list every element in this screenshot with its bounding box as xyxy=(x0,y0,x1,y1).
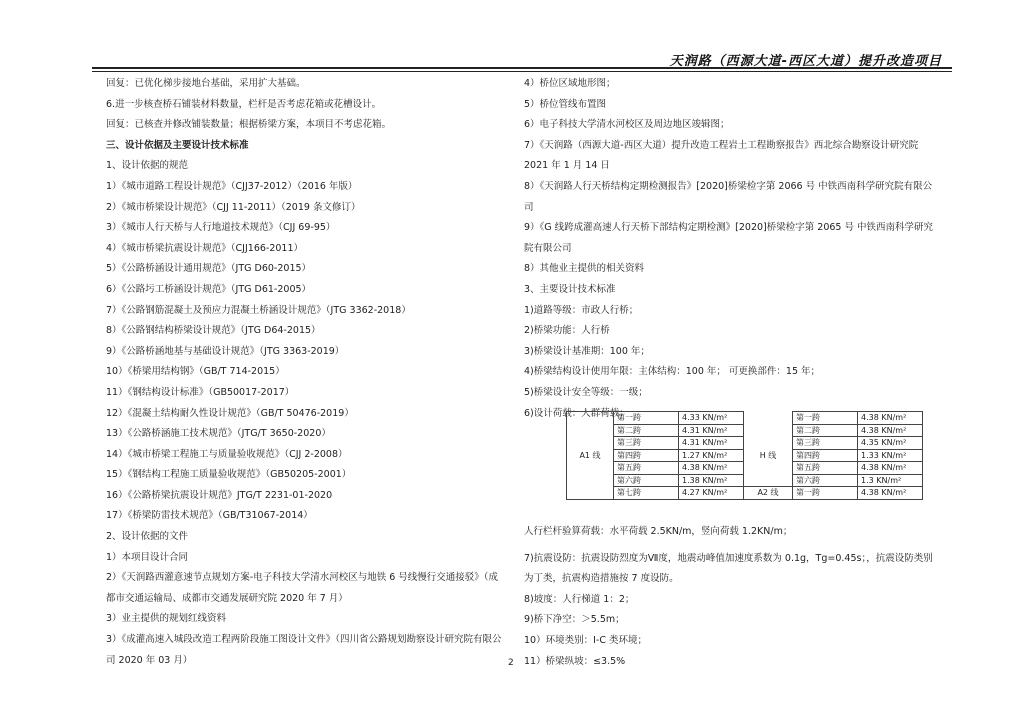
load-value-cell: 4.38 KN/m² xyxy=(858,412,923,425)
a1-line-label: A1 线 xyxy=(567,412,614,500)
spec-item: 4）《城市桥梁抗震设计规范》（CJJ166-2011） xyxy=(106,242,304,254)
standard-item: 1)道路等级：市政人行桥； xyxy=(524,304,639,316)
standard-item: 7)抗震设防：抗震设防烈度为Ⅶ度，地震动峰值加速度系数为 0.1g，Tg=0.45s；，抗震设防类别为丁类，抗震构造措施按 7 度设防。 xyxy=(524,552,933,585)
load-value-cell: 4.31 KN/m² xyxy=(679,424,744,437)
doc-item: 1）本项目设计合同 xyxy=(106,551,189,563)
spec-item: 14）《城市桥梁工程施工与质量验收规范》（CJJ 2-2008） xyxy=(106,448,348,460)
standard-item: 2)桥梁功能：人行桥 xyxy=(524,325,610,337)
line-label-cell xyxy=(744,474,793,487)
load-value-cell: 1.33 KN/m² xyxy=(858,449,923,462)
standard-item: 5)桥梁设计安全等级：一级； xyxy=(524,386,648,398)
table-row xyxy=(567,487,923,500)
a2-line-label: A2 线 xyxy=(744,487,793,500)
span-cell: 第四跨 xyxy=(793,449,858,462)
left-column xyxy=(106,74,506,671)
load-value-cell: 4.38 KN/m² xyxy=(858,462,923,475)
spec-item: 10）《桥梁用结构钢》（GB/T 714-2015） xyxy=(106,366,285,378)
standard-item: 6)设计荷载：人群荷载； xyxy=(524,407,629,419)
table-row xyxy=(567,424,923,437)
spec-item: 1）《城市道路工程设计规范》（CJJ37-2012）（2016 年版） xyxy=(106,180,358,192)
spec-item: 17）《桥梁防雷技术规范》（GB/T31067-2014） xyxy=(106,510,313,522)
spec-item: 13）《公路桥涵施工技术规范》（JTG/T 3650-2020） xyxy=(106,428,331,440)
table-row xyxy=(567,474,923,487)
load-value-cell: 4.31 KN/m² xyxy=(679,437,744,450)
table-row xyxy=(567,449,923,462)
spec-item: 15）《钢结构工程施工质量验收规范》（GB50205-2001） xyxy=(106,469,352,481)
standard-item: 8)坡度：人行梯道 1：2； xyxy=(524,593,635,605)
table-row xyxy=(567,412,923,425)
spec-item: 8）《公路钢结构桥梁设计规范》（JTG D64-2015） xyxy=(106,325,321,337)
subsection-heading: 1、设计依据的规范 xyxy=(106,160,189,172)
header-rule-thin xyxy=(92,71,952,72)
load-value-cell: 4.35 KN/m² xyxy=(858,437,923,450)
spec-item: 9）《公路桥涵地基与基础设计规范》（JTG 3363-2019） xyxy=(106,345,345,357)
right-column xyxy=(524,74,938,672)
load-value-cell: 4.27 KN/m² xyxy=(679,487,744,500)
load-value-cell: 1.38 KN/m² xyxy=(679,474,744,487)
spec-item: 11）《钢结构设计标准》（GB50017-2017） xyxy=(106,386,295,398)
span-cell: 第三跨 xyxy=(793,437,858,450)
line-label-cell xyxy=(744,424,793,437)
table-row xyxy=(567,437,923,450)
doc-item: 3）《成灌高速入城段改造工程两阶段施工图设计文件》（四川省公路规划勘察设计研究院有限公司 2020 年 03 月） xyxy=(106,634,502,666)
span-cell: 第四跨 xyxy=(614,449,679,462)
standard-item: 3)桥梁设计基准期：100 年； xyxy=(524,345,650,357)
standard-item: 9)桥下净空：＞5.5m； xyxy=(524,614,625,626)
load-value-cell: 1.3 KN/m² xyxy=(858,474,923,487)
crowd-load-table xyxy=(566,411,923,500)
span-cell: 第五跨 xyxy=(614,462,679,475)
span-cell: 第六跨 xyxy=(614,474,679,487)
text-line: 回复：已优化梯步接地台基础，采用扩大基础。 xyxy=(106,78,306,89)
span-cell: 第六跨 xyxy=(793,474,858,487)
standard-item: 4)桥梁结构设计使用年限：主体结构：100 年； 可更换部件：15 年； xyxy=(524,366,821,378)
span-cell: 第一跨 xyxy=(614,412,679,425)
line-label-cell xyxy=(744,412,793,425)
subsection-heading: 2、设计依据的文件 xyxy=(106,531,189,543)
load-value-cell: 4.38 KN/m² xyxy=(858,487,923,500)
spec-item: 7）《公路钢筋混凝土及预应力混凝土桥涵设计规范》（JTG 3362-2018） xyxy=(106,304,411,316)
doc-item: 8）《天润路人行天桥结构定期检测报告》[2020]桥梁检字第 2066 号 中铁西南科学研究院有限公司 xyxy=(524,180,933,213)
text-line: 6.进一步核查桥石铺装材料数量，栏杆是否考虑花箱或花槽设计。 xyxy=(106,98,382,110)
doc-item: 6）电子科技大学清水河校区及周边地区竣辑图； xyxy=(524,119,730,131)
load-value-cell: 4.38 KN/m² xyxy=(679,462,744,475)
spec-item: 3）《城市人行天桥与人行地道技术规范》（CJJ 69-95） xyxy=(106,222,336,234)
doc-item: 9）《G 线跨成灌高速人行天桥下部结构定期检测》[2020]桥梁检字第 2065 号 中铁西南科学研究院有限公司 xyxy=(524,222,934,254)
doc-item: 7）《天润路（西源大道-西区大道）提升改造工程岩土工程勘察报告》西北综合勘察设计研究院 2021 年 1 月 14 日 xyxy=(524,139,919,172)
load-value-cell: 4.38 KN/m² xyxy=(858,424,923,437)
doc-item: 5）桥位管线布置图 xyxy=(524,98,607,110)
doc-item: 3）业主提供的规划红线资料 xyxy=(106,613,227,625)
h-line-label: H 线 xyxy=(744,449,793,462)
section-heading: 三、设计依据及主要设计技术标准 xyxy=(106,139,249,151)
load-value-cell: 4.33 KN/m² xyxy=(679,412,744,425)
spec-item: 5）《公路桥涵设计通用规范》（JTG D60-2015） xyxy=(106,263,312,275)
span-cell: 第三跨 xyxy=(614,437,679,450)
document-header-title: 天润路（西源大道-西区大道）提升改造项目 xyxy=(669,54,942,69)
table-row xyxy=(567,462,923,475)
subsection-heading: 3、主要设计技术标准 xyxy=(524,283,616,295)
spec-item: 2）《城市桥梁设计规范》（CJJ 11-2011）（2019 条文修订） xyxy=(106,201,361,213)
load-value-cell: 1.27 KN/m² xyxy=(679,449,744,462)
text-line: 回复：已核查并修改铺装数量；根据桥梁方案，本项目不考虑花箱。 xyxy=(106,119,392,131)
span-cell: 第一跨 xyxy=(793,487,858,500)
span-cell: 第二跨 xyxy=(614,424,679,437)
header-rule xyxy=(92,67,952,69)
doc-item: 8）其他业主提供的相关资料 xyxy=(524,263,645,275)
spec-item: 6）《公路圬工桥涵设计规范》（JTG D61-2005） xyxy=(106,283,312,295)
line-label-cell xyxy=(744,462,793,475)
line-label-cell xyxy=(744,437,793,450)
standard-item: 人行栏杆验算荷载：水平荷载 2.5KN/m，竖向荷载 1.2KN/m； xyxy=(524,526,793,538)
spec-item: 12）《混凝土结构耐久性设计规范》（GB/T 50476-2019） xyxy=(106,407,354,419)
standard-item: 10）环境类别：Ⅰ-C 类环境； xyxy=(524,635,647,647)
span-cell: 第五跨 xyxy=(793,462,858,475)
span-cell: 第七跨 xyxy=(614,487,679,500)
doc-item: 2）《天润路西灌意速节点规划方案-电子科技大学清水河校区与地铁 6 号线慢行交通接驳》（成都市交通运输局、成都市交通发展研究院 2020 年 7 月） xyxy=(106,572,499,604)
span-cell: 第一跨 xyxy=(793,412,858,425)
span-cell: 第二跨 xyxy=(793,424,858,437)
page-number: 2 xyxy=(508,658,514,668)
spec-item: 16）《公路桥梁抗震设计规范》JTG/T 2231-01-2020 xyxy=(106,489,333,501)
standard-item: 11）桥梁纵坡：≤3.5% xyxy=(524,655,626,667)
doc-item: 4）桥位区域地形图； xyxy=(524,78,616,89)
